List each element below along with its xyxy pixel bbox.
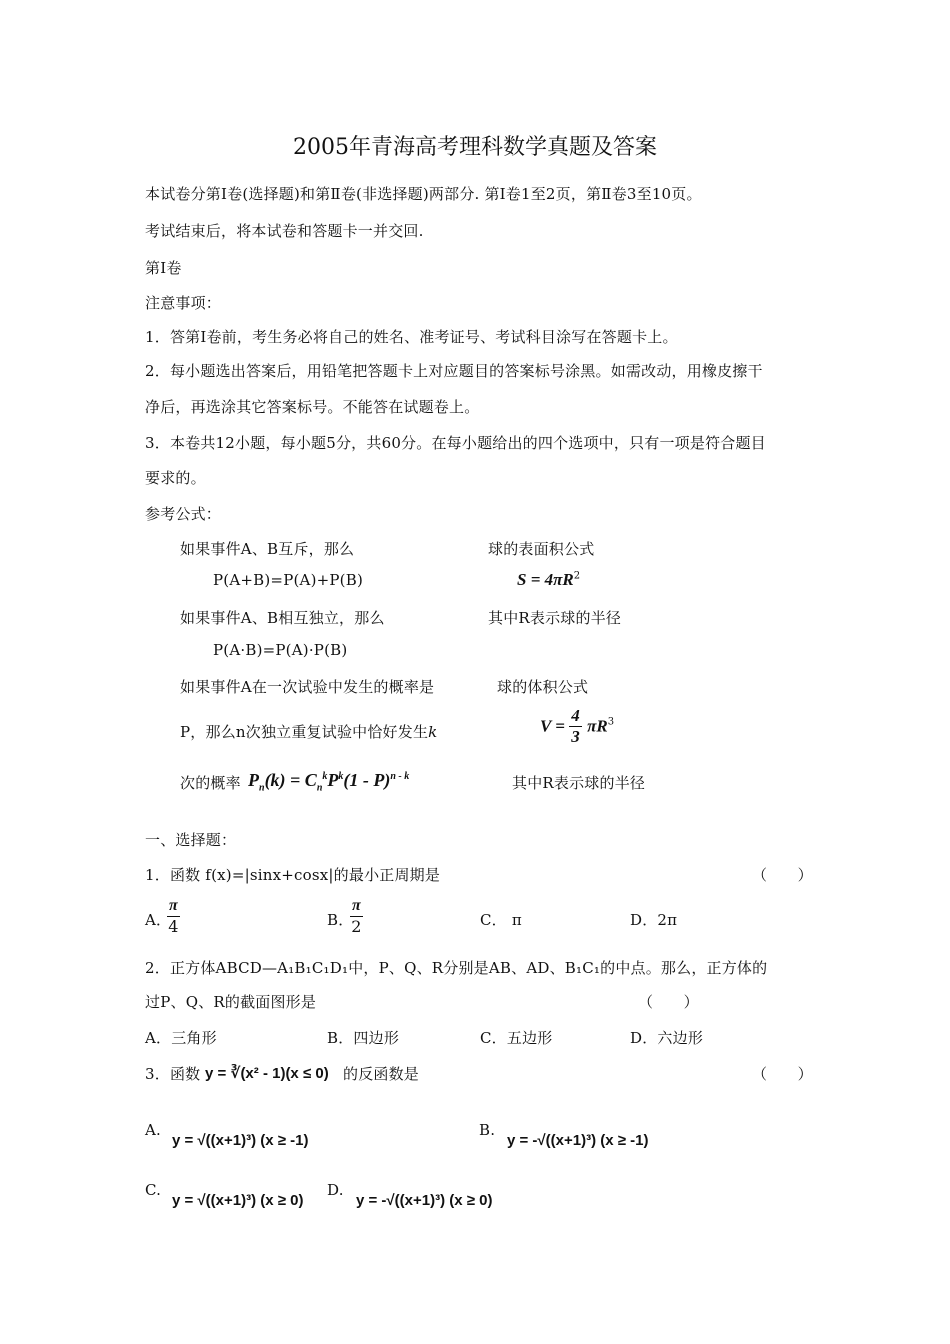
sphere-volume-label: 球的体积公式: [497, 678, 589, 696]
sphere-volume-formula: V = $\frac{4}{3}$ $\pi R^3$: [540, 706, 615, 746]
formula-trials-text: P，那么n次独立重复试验中恰好发生k: [180, 723, 438, 741]
intro-line-1: 本试卷分第Ⅰ卷(选择题)和第Ⅱ卷(非选择题)两部分. 第Ⅰ卷1至2页，第Ⅱ卷3至10页。: [145, 185, 702, 203]
sphere-area-formula: $S = 4\pi R^2$: [517, 570, 581, 589]
volume-fraction: $\frac{4}{3}$: [571, 706, 580, 746]
part1-heading: 第Ⅰ卷: [145, 259, 182, 277]
q2-answer-paren: （ ）: [638, 993, 699, 1011]
q3-function: y = ∛(x² - 1)(x ≤ 0): [205, 1065, 329, 1082]
notes-heading: 注意事项：: [145, 294, 222, 312]
formula-mutex: P(A+B)=P(A)+P(B): [213, 571, 364, 589]
q2-option-b: B．四边形: [327, 1029, 400, 1047]
q3-option-c: y = √((x+1)³) (x ≥ 0): [172, 1192, 304, 1209]
note-3b: 要求的。: [145, 469, 206, 487]
q1-answer-paren: （ ）: [752, 866, 813, 884]
q1-option-d: D．2π: [630, 911, 678, 929]
formulas-heading: 参考公式：: [145, 505, 222, 523]
note-1: 1．答第Ⅰ卷前，考生务必将自己的姓名、准考证号、考试科目涂写在答题卡上。: [145, 328, 678, 346]
formula-prob-text: 如果事件A在一次试验中发生的概率是: [180, 678, 435, 696]
binomial-formula: $P_n(k) = C_n^kP^k(1 - P)^{n - k}$: [248, 770, 410, 794]
note-2a: 2．每小题选出答案后，用铅笔把答题卡上对应题目的答案标号涂黑。如需改动，用橡皮擦干: [145, 362, 763, 380]
q3-option-c-label: C.: [145, 1181, 162, 1199]
radius-note-2: 其中R表示球的半径: [512, 774, 646, 792]
q2-stem-1: 2．正方体ABCD—A₁B₁C₁D₁中，P、Q、R分别是AB、AD、B₁C₁的中点。那么，正方体的: [145, 959, 768, 977]
formula-prob-label: 次的概率: [180, 774, 241, 792]
formula-mutex-text: 如果事件A、B互斥，那么: [180, 540, 355, 558]
page-title: 2005年青海高考理科数学真题及答案: [293, 135, 657, 160]
q3-option-b: y = -√((x+1)³) (x ≥ -1): [507, 1132, 649, 1149]
q3-option-d: y = -√((x+1)³) (x ≥ 0): [356, 1192, 493, 1209]
q2-option-a: A．三角形: [145, 1029, 217, 1047]
intro-line-2: 考试结束后，将本试卷和答题卡一并交回.: [145, 222, 424, 240]
note-2b: 净后，再选涂其它答案标号。不能答在试题卷上。: [145, 398, 480, 416]
q1-option-c: C． π: [480, 911, 522, 929]
q3-option-b-label: B.: [479, 1121, 496, 1139]
formula-indep-text: 如果事件A、B相互独立，那么: [180, 609, 385, 627]
q3-stem-pre: 3．函数: [145, 1065, 201, 1083]
radius-note-1: 其中R表示球的半径: [488, 609, 622, 627]
q1-option-b: $\frac{\pi}{2}$: [351, 897, 362, 936]
q3-option-a-label: A.: [145, 1121, 162, 1139]
q3-answer-paren: （ ）: [752, 1065, 813, 1083]
q3-option-a: y = √((x+1)³) (x ≥ -1): [172, 1132, 309, 1149]
sphere-area-label: 球的表面积公式: [488, 540, 595, 558]
q1-stem: 1．函数 f(x)=|sinx+cosx|的最小正周期是: [145, 866, 441, 884]
note-3a: 3．本卷共12小题，每小题5分，共60分。在每小题给出的四个选项中，只有一项是符合题目: [145, 434, 766, 452]
q1-option-a-label: A．: [145, 911, 172, 929]
q2-option-c: C．五边形: [480, 1029, 553, 1047]
q2-stem-2: 过P、Q、R的截面图形是: [145, 993, 317, 1011]
section1-heading: 一、选择题：: [145, 831, 237, 849]
q2-option-d: D．六边形: [630, 1029, 704, 1047]
q1-option-a: $\frac{\pi}{4}$: [168, 897, 179, 936]
q1-option-b-label: B．: [327, 911, 354, 929]
q3-stem-post: 的反函数是: [343, 1065, 420, 1083]
q3-option-d-label: D.: [327, 1181, 344, 1199]
formula-indep: P(A·B)=P(A)·P(B): [213, 641, 348, 659]
